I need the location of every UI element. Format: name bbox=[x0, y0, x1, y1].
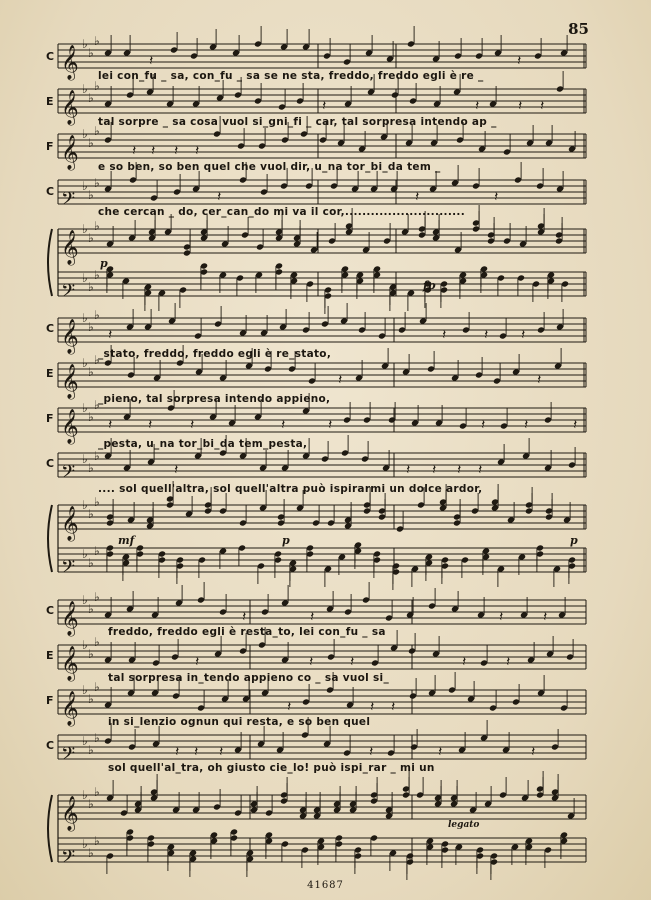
flat-sign: ♭ bbox=[88, 91, 94, 105]
rest: 𝄽 bbox=[174, 462, 179, 478]
rest: 𝄽 bbox=[457, 462, 462, 478]
flat-sign: ♭ bbox=[82, 271, 88, 285]
plate-number: 41687 bbox=[307, 880, 344, 891]
flat-sign: ♭ bbox=[82, 547, 88, 561]
voice-label: C bbox=[46, 739, 55, 752]
rest: 𝄽 bbox=[391, 699, 396, 715]
rest: 𝄽 bbox=[328, 417, 333, 433]
flat-sign: ♭ bbox=[82, 837, 88, 851]
flat-sign: ♭ bbox=[82, 356, 88, 370]
rest: 𝄽 bbox=[149, 53, 154, 69]
lyric-line: _pieno, tal sorpresa intendo appieno, bbox=[98, 393, 331, 405]
flat-sign: ♭ bbox=[94, 268, 100, 282]
rest: 𝄽 bbox=[190, 417, 195, 433]
flat-sign: ♭ bbox=[94, 731, 100, 745]
lyric-line: lei con_fu _ sa, con_fu _ sa se ne sta, freddo, freddo egli è re _ bbox=[98, 70, 484, 82]
treble-clef: 𝄞 bbox=[61, 691, 79, 726]
flat-sign: ♭ bbox=[88, 136, 94, 150]
flat-sign: ♭ bbox=[88, 647, 94, 661]
treble-clef: 𝄞 bbox=[61, 319, 79, 354]
flat-sign: ♭ bbox=[88, 556, 94, 570]
rest: 𝄽 bbox=[370, 699, 375, 715]
treble-clef: 𝄞 bbox=[61, 601, 79, 636]
flat-sign: ♭ bbox=[88, 46, 94, 60]
rest: 𝄽 bbox=[194, 744, 199, 760]
flat-sign: ♭ bbox=[88, 461, 94, 475]
flat-sign: ♭ bbox=[82, 683, 88, 697]
voice-label: C bbox=[46, 185, 55, 198]
flat-sign: ♭ bbox=[82, 179, 88, 193]
flat-sign: ♭ bbox=[94, 544, 100, 558]
flat-sign: ♭ bbox=[88, 231, 94, 245]
flat-sign: ♭ bbox=[82, 638, 88, 652]
flat-sign: ♭ bbox=[94, 834, 100, 848]
rest: 𝄽 bbox=[151, 143, 156, 159]
rest: 𝄽 bbox=[478, 462, 483, 478]
flat-sign: ♭ bbox=[82, 82, 88, 96]
rest: 𝄽 bbox=[132, 143, 137, 159]
lyric-line: tal sorpre _ sa cosa vuol si_gni_fi _ car, tal sorpresa intendo ap _ bbox=[98, 116, 497, 128]
rest: 𝄽 bbox=[242, 609, 247, 625]
flat-sign: ♭ bbox=[94, 449, 100, 463]
rest: 𝄽 bbox=[573, 417, 578, 433]
flat-sign: ♭ bbox=[88, 507, 94, 521]
flat-sign: ♭ bbox=[88, 365, 94, 379]
treble-clef: 𝄞 bbox=[61, 646, 79, 681]
expression-marking: legato bbox=[448, 820, 480, 830]
flat-sign: ♭ bbox=[82, 311, 88, 325]
lyric-line: sol quell'al_tra, oh giusto cie_lo! può ispi_rar _ mi un bbox=[108, 762, 435, 774]
rest: 𝄽 bbox=[195, 654, 200, 670]
lyric-line: in si_lenzio ognun qui resta, e so ben quel bbox=[108, 716, 371, 728]
rest: 𝄽 bbox=[281, 417, 286, 433]
treble-clef: 𝄞 bbox=[61, 90, 79, 125]
flat-sign: ♭ bbox=[88, 692, 94, 706]
piano-brace bbox=[48, 505, 52, 572]
voice-label: F bbox=[46, 694, 54, 707]
piano-brace bbox=[48, 795, 52, 862]
rest: 𝄽 bbox=[350, 654, 355, 670]
rest: 𝄽 bbox=[521, 327, 526, 343]
bass-clef: 𝄢 bbox=[61, 281, 76, 306]
flat-sign: ♭ bbox=[82, 498, 88, 512]
flat-sign: ♭ bbox=[88, 410, 94, 424]
voice-label: C bbox=[46, 50, 55, 63]
flat-sign: ♭ bbox=[88, 743, 94, 757]
flat-sign: ♭ bbox=[94, 79, 100, 93]
rest: 𝄽 bbox=[338, 372, 343, 388]
lyric-line: e so ben, so ben quel che vuol dir, u_na tor_bi_da tem _ bbox=[98, 161, 441, 173]
flat-sign: ♭ bbox=[82, 127, 88, 141]
flat-sign: ♭ bbox=[94, 398, 100, 412]
rest: 𝄽 bbox=[543, 609, 548, 625]
dynamic-marking: fp bbox=[423, 279, 436, 292]
rest: 𝄽 bbox=[432, 462, 437, 478]
rest: 𝄽 bbox=[217, 189, 222, 205]
flat-sign: ♭ bbox=[82, 734, 88, 748]
rest: 𝄽 bbox=[175, 744, 180, 760]
flat-sign: ♭ bbox=[88, 188, 94, 202]
flat-sign: ♭ bbox=[88, 846, 94, 860]
treble-clef: 𝄞 bbox=[61, 409, 79, 444]
rest: 𝄽 bbox=[506, 654, 511, 670]
treble-clef: 𝄞 bbox=[61, 230, 79, 265]
dynamic-marking: p bbox=[282, 534, 290, 547]
flat-sign: ♭ bbox=[82, 788, 88, 802]
rest: 𝄽 bbox=[517, 53, 522, 69]
flat-sign: ♭ bbox=[94, 495, 100, 509]
rest: 𝄽 bbox=[481, 417, 486, 433]
dynamic-marking: mf bbox=[118, 534, 135, 547]
flat-sign: ♭ bbox=[82, 401, 88, 415]
piano-brace bbox=[48, 229, 52, 296]
flat-sign: ♭ bbox=[88, 280, 94, 294]
bass-clef: 𝄢 bbox=[61, 847, 76, 872]
rest: 𝄽 bbox=[369, 744, 374, 760]
voice-label: E bbox=[46, 367, 54, 380]
treble-clef: 𝄞 bbox=[61, 45, 79, 80]
flat-sign: ♭ bbox=[94, 176, 100, 190]
rest: 𝄽 bbox=[462, 654, 467, 670]
rest: 𝄽 bbox=[438, 744, 443, 760]
flat-sign: ♭ bbox=[82, 452, 88, 466]
lyric-line: _pesta, u_na tor_bi_da tem_pesta, bbox=[98, 438, 308, 450]
rest: 𝄽 bbox=[219, 744, 224, 760]
voice-label: C bbox=[46, 457, 55, 470]
rest: 𝄽 bbox=[494, 189, 499, 205]
flat-sign: ♭ bbox=[88, 602, 94, 616]
rest: 𝄽 bbox=[484, 327, 489, 343]
rest: 𝄽 bbox=[309, 654, 314, 670]
rest: 𝄽 bbox=[537, 372, 542, 388]
treble-clef: 𝄞 bbox=[61, 506, 79, 541]
rest: 𝄽 bbox=[518, 98, 523, 114]
flat-sign: ♭ bbox=[94, 680, 100, 694]
flat-sign: ♭ bbox=[82, 222, 88, 236]
rest: 𝄽 bbox=[499, 609, 504, 625]
flat-sign: ♭ bbox=[88, 797, 94, 811]
rest: 𝄽 bbox=[540, 98, 545, 114]
rest: 𝄽 bbox=[148, 417, 153, 433]
bass-clef: 𝄢 bbox=[61, 462, 76, 487]
treble-clef: 𝄞 bbox=[61, 135, 79, 170]
bass-clef: 𝄢 bbox=[61, 557, 76, 582]
flat-sign: ♭ bbox=[94, 785, 100, 799]
rest: 𝄽 bbox=[406, 462, 411, 478]
bass-clef: 𝄢 bbox=[61, 189, 76, 214]
flat-sign: ♭ bbox=[94, 219, 100, 233]
rest: 𝄽 bbox=[108, 327, 113, 343]
page-number: 85 bbox=[568, 20, 589, 38]
voice-label: F bbox=[46, 412, 54, 425]
voice-label: C bbox=[46, 604, 55, 617]
rest: 𝄽 bbox=[322, 98, 327, 114]
rest: 𝄽 bbox=[108, 417, 113, 433]
flat-sign: ♭ bbox=[88, 320, 94, 334]
lyric-line: _stato, freddo, freddo egli è re_stato, bbox=[98, 348, 332, 360]
rest: 𝄽 bbox=[287, 699, 292, 715]
flat-sign: ♭ bbox=[94, 308, 100, 322]
lyric-line: .... sol quell'altra, sol quell'altra può ispirarmi un dolce ardor, bbox=[98, 483, 483, 495]
flat-sign: ♭ bbox=[94, 635, 100, 649]
rest: 𝄽 bbox=[310, 609, 315, 625]
treble-clef: 𝄞 bbox=[61, 796, 79, 831]
lyric-line: tal sorpresa in_tendo appieno co _ sa vuol si_ bbox=[108, 672, 389, 684]
rest: 𝄽 bbox=[174, 143, 179, 159]
dynamic-marking: p bbox=[100, 257, 108, 270]
flat-sign: ♭ bbox=[82, 37, 88, 51]
rest: 𝄽 bbox=[475, 98, 480, 114]
flat-sign: ♭ bbox=[94, 124, 100, 138]
rest: 𝄽 bbox=[524, 417, 529, 433]
flat-sign: ♭ bbox=[82, 593, 88, 607]
rest: 𝄽 bbox=[531, 744, 536, 760]
rest: 𝄽 bbox=[195, 143, 200, 159]
treble-clef: 𝄞 bbox=[61, 364, 79, 399]
rest: 𝄽 bbox=[415, 189, 420, 205]
voice-label: C bbox=[46, 322, 55, 335]
voice-label: E bbox=[46, 649, 54, 662]
rest: 𝄽 bbox=[442, 327, 447, 343]
flat-sign: ♭ bbox=[94, 34, 100, 48]
flat-sign: ♭ bbox=[94, 590, 100, 604]
flat-sign: ♭ bbox=[94, 353, 100, 367]
dynamic-marking: p bbox=[570, 534, 578, 547]
lyric-line: che cercan _ do, cer_can_do mi va il cor,............................ bbox=[98, 206, 465, 218]
voice-label: E bbox=[46, 95, 54, 108]
bass-clef: 𝄢 bbox=[61, 744, 76, 769]
voice-label: F bbox=[46, 140, 54, 153]
lyric-line: freddo, freddo egli è resta_to, lei con_fu _ sa bbox=[108, 626, 386, 638]
